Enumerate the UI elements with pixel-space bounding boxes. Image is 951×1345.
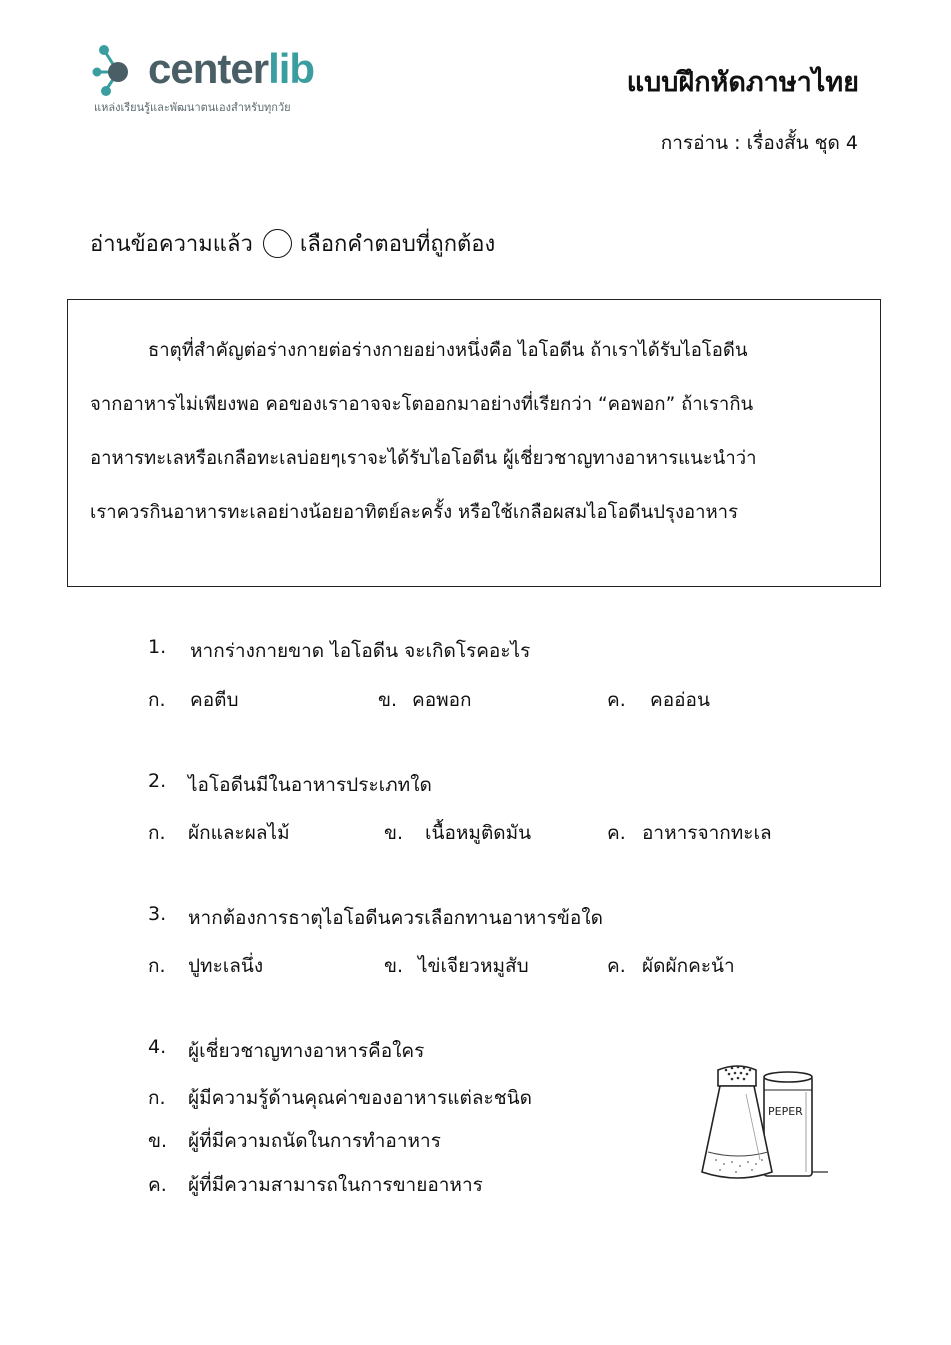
worksheet-title: แบบฝึกหัดภาษาไทย	[626, 67, 859, 98]
option-letter: ค.	[607, 689, 626, 711]
salt-shaker-icon	[702, 1066, 772, 1178]
answer-option[interactable]: เนื้อหมูติดมัน	[425, 822, 532, 844]
circle-icon	[263, 229, 292, 258]
option-letter: ข.	[378, 689, 398, 711]
instruction-before: อ่านข้อความแล้ว	[90, 232, 253, 257]
answer-option[interactable]: ปูทะเลนึ่ง	[188, 955, 264, 977]
answer-option[interactable]: คออ่อน	[650, 689, 710, 711]
logo-wordmark	[148, 44, 314, 94]
logo-brand-suffix: lib	[268, 45, 315, 92]
question-number: 3.	[148, 903, 167, 925]
passage-line: เราควรกินอาหารทะเลอย่างน้อยอาทิตย์ละครั้ง หรือใช้เกลือผสมไอโอดีนปรุงอาหาร	[90, 502, 739, 523]
instruction-after: เลือกคำตอบที่ถูกต้อง	[299, 232, 496, 257]
question-number: 1.	[148, 636, 167, 658]
logo-brand-prefix: center	[148, 45, 269, 92]
answer-option[interactable]: ไข่เจียวหมูสับ	[418, 955, 529, 977]
answer-option[interactable]: ผักและผลไม้	[188, 822, 290, 844]
option-letter: ค.	[148, 1174, 167, 1196]
option-letter: ก.	[148, 1087, 166, 1109]
passage-box	[67, 299, 881, 587]
answer-option[interactable]: ผู้มีความรู้ด้านคุณค่าของอาหารแต่ละชนิด	[188, 1087, 532, 1109]
answer-option[interactable]: คอพอก	[412, 689, 472, 711]
question-number: 4.	[148, 1036, 167, 1058]
question-number: 2.	[148, 770, 167, 792]
option-letter: ข.	[384, 822, 404, 844]
option-letter: ก.	[148, 822, 166, 844]
option-letter: ค.	[607, 822, 626, 844]
question-text: ผู้เชี่ยวชาญทางอาหารคือใคร	[188, 1040, 425, 1062]
pepper-label: PEPER	[768, 1105, 803, 1118]
option-letter: ข.	[148, 1130, 168, 1152]
question-text: หากร่างกายขาด ไอโอดีน จะเกิดโรคอะไร	[190, 640, 531, 662]
question-text: หากต้องการธาตุไอโอดีนควรเลือกทานอาหารข้อใด	[188, 907, 603, 929]
passage-line: จากอาหารไม่เพียงพอ คอของเราอาจจะโตออกมาอย่างที่เรียกว่า “คอพอก” ถ้าเรากิน	[90, 394, 754, 415]
option-letter: ก.	[148, 689, 166, 711]
logo-molecule-icon	[92, 42, 148, 98]
option-letter: ข.	[384, 955, 404, 977]
instruction	[90, 226, 495, 261]
logo-tagline: แหล่งเรียนรู้และพัฒนาตนเองสำหรับทุกวัย	[94, 101, 291, 114]
answer-option[interactable]: ผัดผักคะน้า	[642, 955, 735, 977]
option-letter: ก.	[148, 955, 166, 977]
answer-option[interactable]: อาหารจากทะเล	[642, 822, 772, 844]
answer-option[interactable]: คอตีบ	[190, 689, 239, 711]
passage-line: ธาตุที่สำคัญต่อร่างกายต่อร่างกายอย่างหนึ่งคือ ไอโอดีน ถ้าเราได้รับไอโอดีน	[148, 340, 748, 361]
question-text: ไอโอดีนมีในอาหารประเภทใด	[188, 774, 432, 796]
answer-option[interactable]: ผู้ที่มีความถนัดในการทำอาหาร	[188, 1130, 441, 1152]
worksheet-subtitle: การอ่าน : เรื่องสั้น ชุด 4	[660, 132, 858, 154]
answer-option[interactable]: ผู้ที่มีความสามารถในการขายอาหาร	[188, 1174, 483, 1196]
pepper-shaker-icon	[764, 1072, 828, 1176]
option-letter: ค.	[607, 955, 626, 977]
centerlib-logo	[92, 42, 352, 118]
passage-line: อาหารทะเลหรือเกลือทะเลบ่อยๆเราจะได้รับไอโอดีน ผู้เชี่ยวชาญทางอาหารแนะนำว่า	[90, 448, 757, 469]
salt-pepper-shakers-illustration	[696, 1060, 836, 1190]
